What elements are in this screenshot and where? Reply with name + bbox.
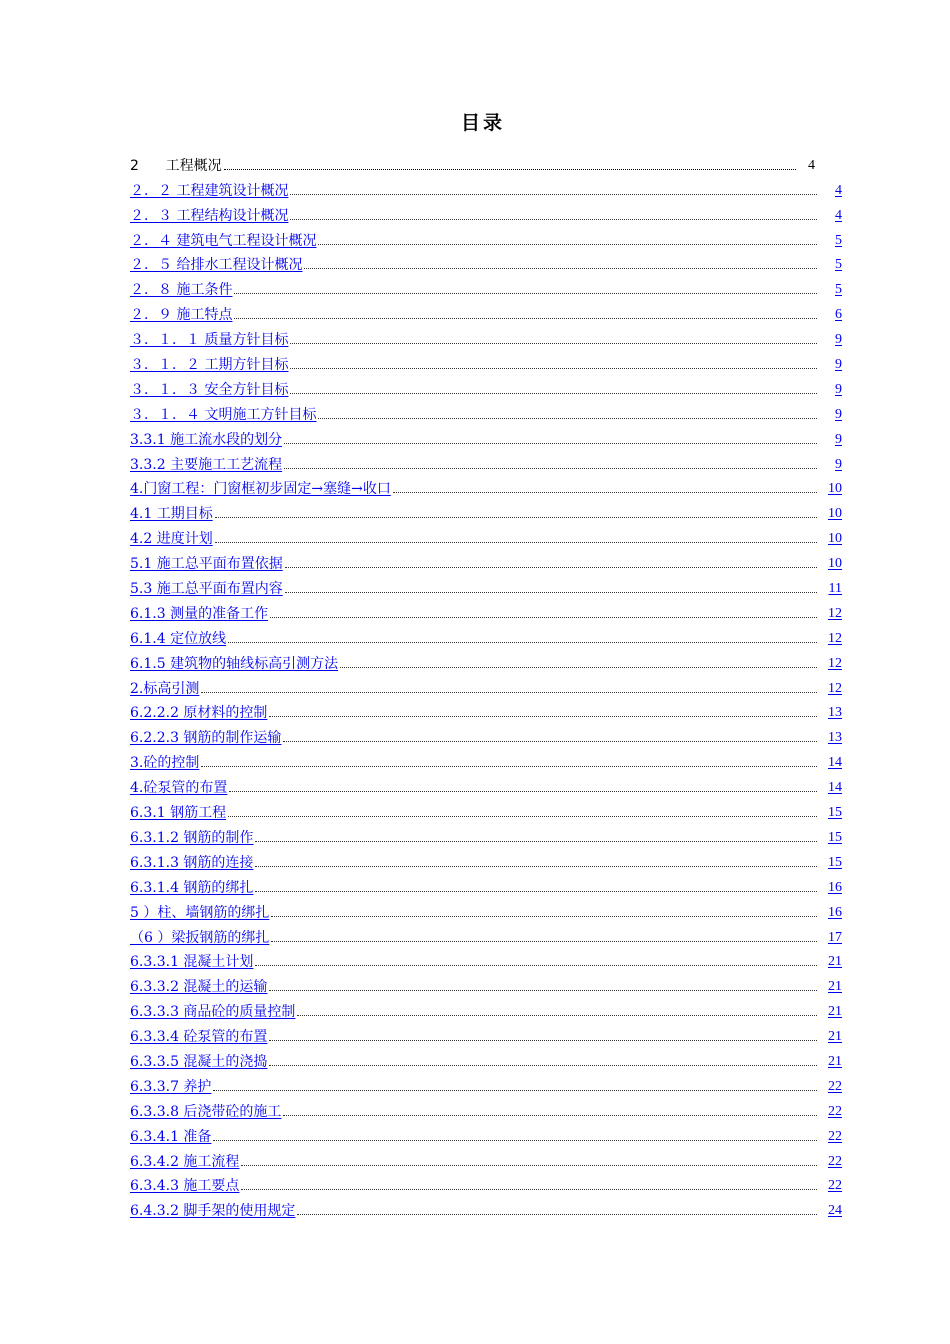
toc-dot-leader	[269, 715, 817, 717]
toc-entry-label: 3.砼的控制	[130, 755, 200, 772]
toc-entry[interactable]	[130, 449, 842, 474]
toc-page-number: 9	[835, 406, 842, 422]
toc-entry[interactable]	[130, 474, 842, 499]
toc-entry-label: ２．３ 工程结构设计概况	[130, 207, 289, 224]
toc-entry[interactable]	[130, 1121, 842, 1146]
toc-page-number: 15	[828, 854, 842, 870]
toc-entry[interactable]	[130, 523, 842, 548]
toc-dot-leader	[290, 367, 817, 369]
toc-entry[interactable]	[130, 1071, 842, 1096]
toc-page-number: 10	[828, 481, 842, 497]
toc-dot-leader	[290, 193, 817, 195]
toc-entry-label: ３．１．３ 安全方针目标	[130, 381, 289, 398]
toc-entry[interactable]	[130, 349, 842, 374]
toc-entry[interactable]	[130, 274, 842, 299]
toc-page-number: 22	[828, 1128, 842, 1144]
toc-page-number: 9	[835, 456, 842, 472]
toc-entry[interactable]	[130, 399, 842, 424]
toc-entry[interactable]	[130, 1096, 842, 1121]
toc-entry[interactable]	[130, 299, 842, 324]
toc-dot-leader	[270, 616, 817, 618]
toc-dot-leader	[283, 1114, 817, 1116]
toc-page-number: 16	[828, 879, 842, 895]
toc-page-number: 13	[828, 730, 842, 746]
toc-dot-leader	[228, 641, 817, 643]
toc-entry-label: 6.1.3 测量的准备工作	[130, 605, 269, 622]
toc-dot-leader	[213, 1139, 817, 1141]
toc-page-number: 5	[835, 257, 842, 273]
toc-dot-leader	[255, 890, 817, 892]
toc-entry[interactable]	[130, 225, 842, 250]
toc-dot-leader	[241, 1188, 817, 1190]
toc-dot-leader	[283, 740, 817, 742]
toc-entry-label: ２．２ 工程建筑设计概况	[130, 182, 289, 199]
toc-entry-label: 5 ）柱、墙钢筋的绑扎	[130, 904, 270, 921]
toc-entry-label: 6.1.5 建筑物的轴线标高引测方法	[130, 655, 339, 672]
toc-dot-leader	[284, 467, 817, 469]
toc-dot-leader	[255, 840, 817, 842]
toc-entry-label: 6.2.2.3 钢筋的制作运输	[130, 730, 282, 747]
toc-page-number: 9	[835, 381, 842, 397]
toc-dot-leader	[304, 267, 817, 269]
toc-entry-label: ３．１．４ 文明施工方针目标	[130, 406, 317, 423]
toc-page-number: 6	[835, 307, 842, 323]
toc-entry[interactable]	[130, 897, 842, 922]
toc-entry[interactable]	[130, 847, 842, 872]
toc-dot-leader	[241, 1164, 817, 1166]
toc-page-number: 21	[828, 954, 842, 970]
toc-dot-leader	[284, 442, 817, 444]
toc-entry-label: 5.3 施工总平面布置内容	[130, 581, 283, 598]
toc-dot-leader	[269, 1064, 817, 1066]
toc-entry-label: 6.3.3.5 混凝土的浇捣	[130, 1053, 268, 1070]
toc-entry-label: ３．１．２ 工期方针目标	[130, 357, 289, 374]
toc-dot-leader	[255, 865, 817, 867]
toc-entry-label: 2.标高引测	[130, 680, 200, 697]
toc-dot-leader	[269, 989, 817, 991]
toc-dot-leader	[340, 666, 817, 668]
toc-page-number: 5	[835, 232, 842, 248]
toc-entry-label: 2 工程概况	[130, 157, 222, 174]
toc-entry-label: ２．５ 给排水工程设计概况	[130, 257, 303, 274]
toc-page-number: 13	[828, 705, 842, 721]
toc-entry[interactable]	[130, 250, 842, 275]
toc-page-number: 22	[828, 1178, 842, 1194]
toc-entry[interactable]	[130, 573, 842, 598]
toc-entry[interactable]	[130, 424, 842, 449]
toc-dot-leader	[271, 940, 817, 942]
toc-dot-leader	[285, 566, 817, 568]
toc-entry[interactable]	[130, 648, 842, 673]
toc-entry-label: 6.3.3.7 养护	[130, 1078, 212, 1095]
toc-entry-label: ２．８ 施工条件	[130, 282, 233, 299]
toc-entry[interactable]	[130, 1171, 842, 1196]
toc-dot-leader	[290, 342, 817, 344]
toc-dot-leader	[269, 1039, 817, 1041]
toc-page-number: 10	[828, 506, 842, 522]
toc-entry-label: 5.1 施工总平面布置依据	[130, 556, 283, 573]
toc-dot-leader	[215, 541, 817, 543]
toc-dot-leader	[255, 964, 817, 966]
toc-dot-leader	[285, 591, 817, 593]
toc-entry[interactable]	[130, 772, 842, 797]
toc-entry-label: 4.1 工期目标	[130, 506, 213, 523]
toc-dot-leader	[213, 1089, 817, 1091]
toc-entry-label: 6.3.4.1 准备	[130, 1128, 212, 1145]
toc-entry-label: 3.3.1 施工流水段的划分	[130, 431, 283, 448]
toc-dot-leader	[229, 790, 817, 792]
toc-dot-leader	[215, 516, 817, 518]
page-title: 目录	[460, 112, 505, 134]
toc-entry-label: 6.3.1.3 钢筋的连接	[130, 854, 254, 871]
toc-page-number: 5	[835, 282, 842, 298]
toc-entry[interactable]	[130, 598, 842, 623]
toc-entry	[130, 150, 842, 175]
toc-page-number: 22	[828, 1103, 842, 1119]
toc-entry[interactable]	[130, 200, 842, 225]
toc-dot-leader	[201, 691, 817, 693]
toc-page-number: 21	[828, 1029, 842, 1045]
toc-entry[interactable]	[130, 1046, 842, 1071]
toc-page-number: 24	[828, 1203, 842, 1219]
toc-page-number: 15	[828, 829, 842, 845]
toc-dot-leader	[318, 243, 817, 245]
toc-entry-label: 6.4.3.2 脚手架的使用规定	[130, 1203, 296, 1220]
toc-page-number: 4	[808, 157, 815, 173]
toc-entry[interactable]	[130, 175, 842, 200]
toc-page-number: 10	[828, 531, 842, 547]
toc-page-number: 4	[835, 207, 842, 223]
toc-entry-label: 4.2 进度计划	[130, 531, 213, 548]
toc-entry-label: ２．４ 建筑电气工程设计概况	[130, 232, 317, 249]
toc-entry-label: （6 ）梁扳钢筋的绑扎	[130, 929, 270, 946]
toc-entry-label: 6.3.3.4 砼泵管的布置	[130, 1029, 268, 1046]
toc-entry[interactable]	[130, 324, 842, 349]
toc-entry[interactable]	[130, 1195, 842, 1220]
toc-entry[interactable]	[130, 623, 842, 648]
toc-page-number: 9	[835, 332, 842, 348]
toc-page-number: 9	[835, 431, 842, 447]
toc-page-number: 21	[828, 1053, 842, 1069]
toc-dot-leader	[290, 218, 817, 220]
toc-entry[interactable]	[130, 722, 842, 747]
toc-entry-label: ３．１．１ 质量方针目标	[130, 332, 289, 349]
toc-page-number: 14	[828, 755, 842, 771]
toc-entry-label: 6.3.3.1 混凝土计划	[130, 954, 254, 971]
toc-entry-label: 6.3.3.8 后浇带砼的施工	[130, 1103, 282, 1120]
toc-entry-label: ２．９ 施工特点	[130, 307, 233, 324]
toc-dot-leader	[393, 491, 817, 493]
toc-page-number: 14	[828, 780, 842, 796]
toc-entry-label: 6.3.1.2 钢筋的制作	[130, 829, 254, 846]
toc-entry[interactable]	[130, 698, 842, 723]
toc-entry-label: 6.3.3.2 混凝土的运输	[130, 979, 268, 996]
toc-entry-label: 4.砼泵管的布置	[130, 780, 228, 797]
toc-entry-label: 6.3.4.3 施工要点	[130, 1178, 240, 1195]
toc-entry[interactable]	[130, 1021, 842, 1046]
toc-page-number: 9	[835, 357, 842, 373]
toc-page-number: 22	[828, 1153, 842, 1169]
toc-entry[interactable]	[130, 971, 842, 996]
toc-page-number: 22	[828, 1078, 842, 1094]
toc-page-number: 17	[828, 929, 842, 945]
toc-entry[interactable]	[130, 548, 842, 573]
toc-dot-leader	[201, 765, 817, 767]
toc-dot-leader	[290, 392, 817, 394]
toc-entry-label: 6.1.4 定位放线	[130, 630, 227, 647]
toc-entry-label: 6.3.3.3 商品砼的质量控制	[130, 1004, 296, 1021]
toc-entry[interactable]	[130, 498, 842, 523]
toc-entry[interactable]	[130, 947, 842, 972]
toc-page-number: 10	[828, 556, 842, 572]
toc-page-number: 4	[835, 182, 842, 198]
toc-entry[interactable]	[130, 747, 842, 772]
toc-entry[interactable]	[130, 922, 842, 947]
toc-dot-leader	[224, 168, 796, 170]
toc-page-number: 21	[828, 979, 842, 995]
toc-page-number: 21	[828, 1004, 842, 1020]
toc-entry-label: 4.门窗工程：门窗框初步固定→塞缝→收口	[130, 481, 391, 498]
toc-entry[interactable]	[130, 374, 842, 399]
toc-entry[interactable]	[130, 822, 842, 847]
toc-dot-leader	[271, 915, 817, 917]
toc-entry-label: 6.3.1 钢筋工程	[130, 805, 227, 822]
toc-entry-label: 6.3.1.4 钢筋的绑扎	[130, 879, 254, 896]
toc-page-number: 12	[828, 655, 842, 671]
table-of-contents	[130, 150, 842, 1220]
toc-entry[interactable]	[130, 1146, 842, 1171]
toc-dot-leader	[234, 292, 817, 294]
toc-entry-label: 6.3.4.2 施工流程	[130, 1153, 240, 1170]
toc-page-number: 12	[828, 630, 842, 646]
toc-dot-leader	[318, 417, 817, 419]
toc-page-number: 12	[828, 605, 842, 621]
toc-entry[interactable]	[130, 797, 842, 822]
toc-entry-label: 3.3.2 主要施工工艺流程	[130, 456, 283, 473]
toc-entry[interactable]	[130, 996, 842, 1021]
toc-dot-leader	[228, 815, 817, 817]
toc-page-number: 16	[828, 904, 842, 920]
toc-dot-leader	[297, 1213, 817, 1215]
toc-dot-leader	[234, 317, 817, 319]
toc-entry[interactable]	[130, 673, 842, 698]
toc-page-number: 15	[828, 805, 842, 821]
toc-dot-leader	[297, 1014, 817, 1016]
toc-entry[interactable]	[130, 872, 842, 897]
toc-page-number: 11	[828, 581, 842, 597]
toc-entry-label: 6.2.2.2 原材料的控制	[130, 705, 268, 722]
toc-page-number: 12	[828, 680, 842, 696]
